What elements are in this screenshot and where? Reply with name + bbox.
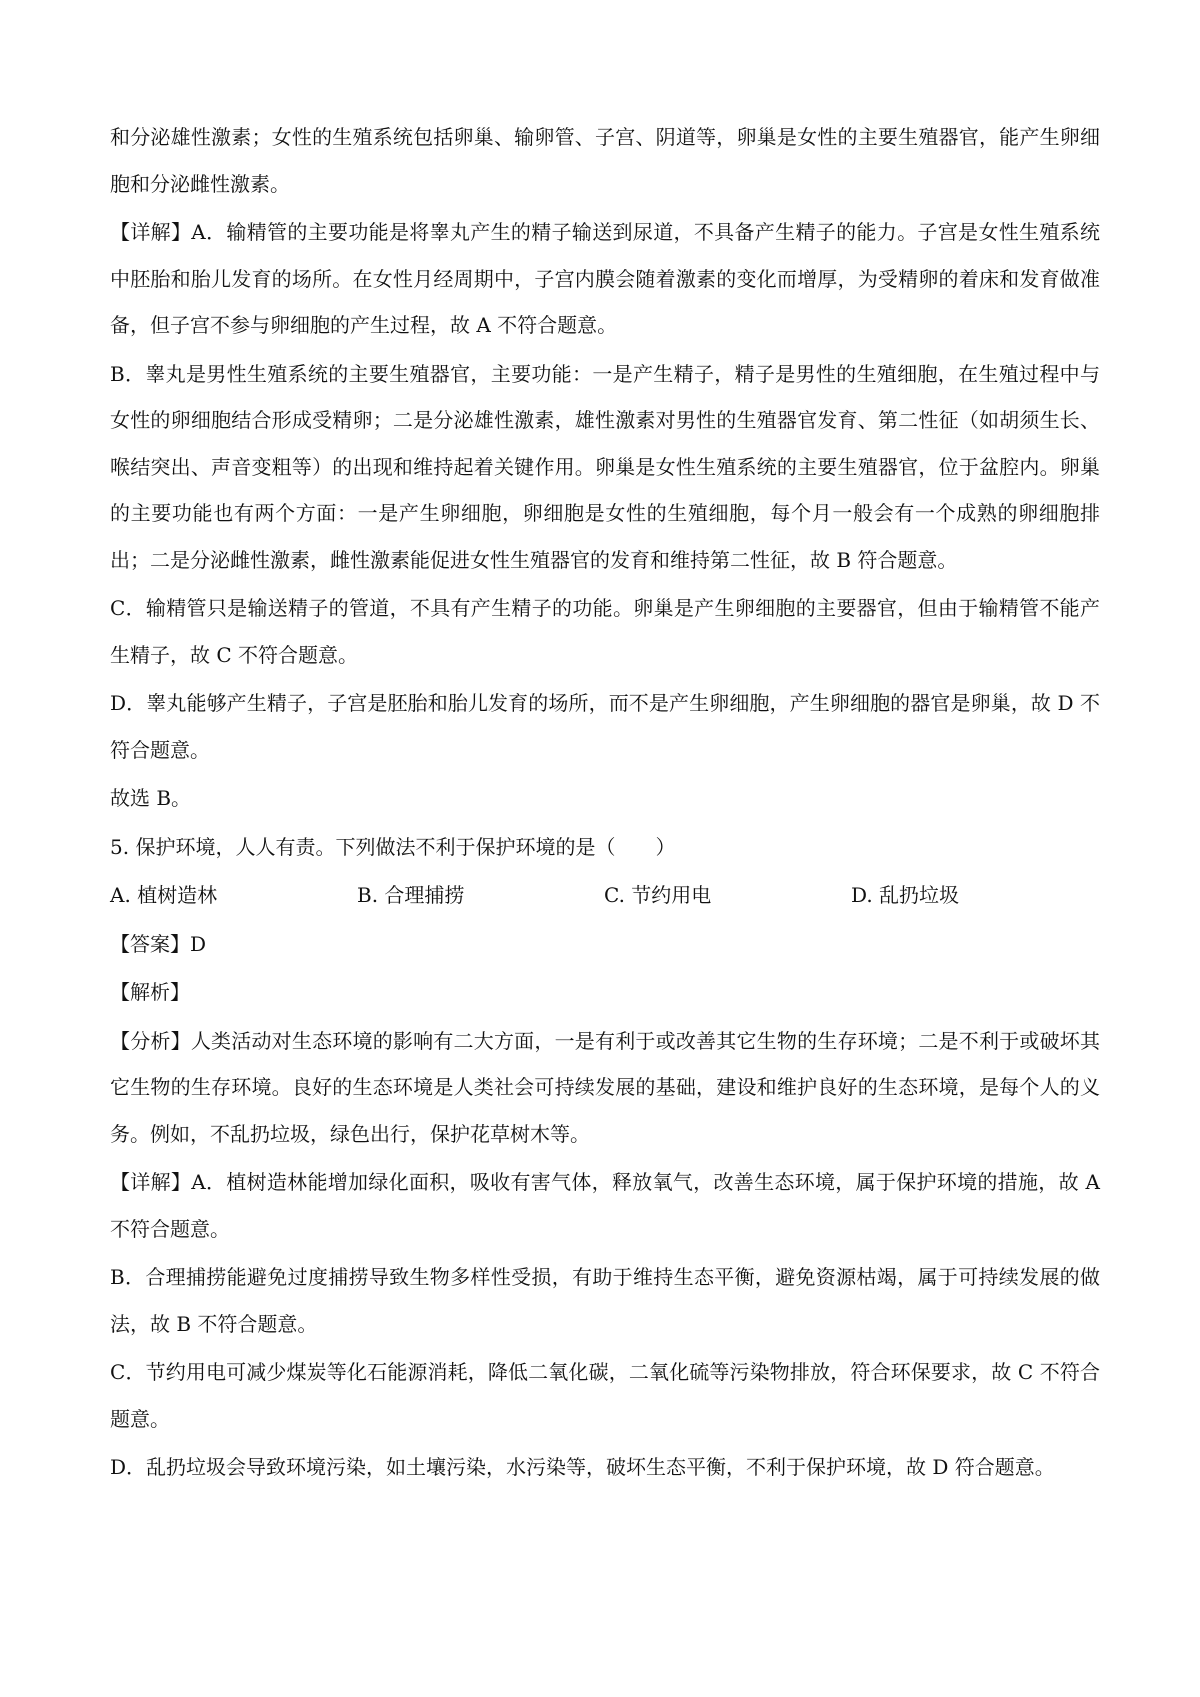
paragraph-detail-b: B．睾丸是男性生殖系统的主要生殖器官，主要功能：一是产生精子，精子是男性的生殖细胞，在生殖过程中与女性的卵细胞结合形成受精卵；二是分泌雄性激素，雄性激素对男性的生殖器官发育、第二性征（如胡须生长、喉结突出、声音变粗等）的出现和维持起着关键作用。卵巢是女性生殖系统的主要生殖器官，位于盆腔内。卵巢的主要功能也有两个方面：一是产生卵细胞，卵细胞是女性的生殖细胞，每个月一般会有一个成熟的卵细胞排出；二是分泌雌性激素，雌性激素能促进女性生殖器官的发育和维持第二性征，故 B 符合题意。 [110, 361, 1100, 572]
paragraph-explain-b: B．合理捕捞能避免过度捕捞导致生物多样性受损，有助于维持生态平衡，避免资源枯竭，属于可持续发展的做法，故 B 不符合题意。 [110, 1265, 1100, 1336]
answer-line: 【答案】D [110, 931, 207, 956]
document-page [110, 114, 1100, 1493]
paragraph-detail-c: C．输精管只是输送精子的管道，不具有产生精子的功能。卵巢是产生卵细胞的主要器官，但由于输精管不能产生精子，故 C 不符合题意。 [110, 596, 1100, 667]
paragraph-explain-c: C．节约用电可减少煤炭等化石能源消耗，降低二氧化碳，二氧化硫等污染物排放，符合环保要求，故 C 不符合题意。 [110, 1360, 1100, 1431]
option-d: D. 乱扔垃圾 [851, 883, 960, 907]
paragraph-explain-d: D．乱扔垃圾会导致环境污染，如土壤污染，水污染等，破坏生态平衡，不利于保护环境，故 D 符合题意。 [110, 1455, 1055, 1479]
question-stem: 5. 保护环境，人人有责。下列做法不利于保护环境的是（ ） [110, 834, 676, 859]
paragraph-analysis: 【分析】人类活动对生态环境的影响有二大方面，一是有利于或改善其它生物的生存环境；二是不利于或破坏其它生物的生存环境。良好的生态环境是人类社会可持续发展的基础，建设和维护良好的生态环境，是每个人的义务。例如，不乱扔垃圾，绿色出行，保护花草树木等。 [110, 1028, 1100, 1146]
paragraph-explain-a: 【详解】A．植树造林能增加绿化面积，吸收有害气体，释放氧气，改善生态环境，属于保护环境的措施，故 A 不符合题意。 [110, 1170, 1100, 1241]
analysis-heading: 【解析】 [110, 980, 190, 1004]
option-b: B. 合理捕捞 [357, 883, 465, 907]
paragraph-detail-d: D．睾丸能够产生精子，子宫是胚胎和胎儿发育的场所，而不是产生卵细胞，产生卵细胞的器官是卵巢，故 D 不符合题意。 [110, 691, 1100, 762]
option-c: C. 节约用电 [604, 883, 712, 907]
paragraph-detail-a: 【详解】A．输精管的主要功能是将睾丸产生的精子输送到尿道，不具备产生精子的能力。子宫是女性生殖系统中胚胎和胎儿发育的场所。在女性月经周期中，子宫内膜会随着激素的变化而增厚，为受精卵的着床和发育做准备，但子宫不参与卵细胞的产生过程，故 A 不符合题意。 [110, 220, 1100, 337]
option-a: A. 植树造林 [110, 883, 218, 907]
paragraph-choice: 故选 B。 [110, 786, 192, 810]
paragraph-reproductive-summary: 和分泌雄性激素；女性的生殖系统包括卵巢、输卵管、子宫、阴道等，卵巢是女性的主要生殖器官，能产生卵细胞和分泌雌性激素。 [110, 125, 1100, 196]
question-options [110, 872, 1100, 919]
